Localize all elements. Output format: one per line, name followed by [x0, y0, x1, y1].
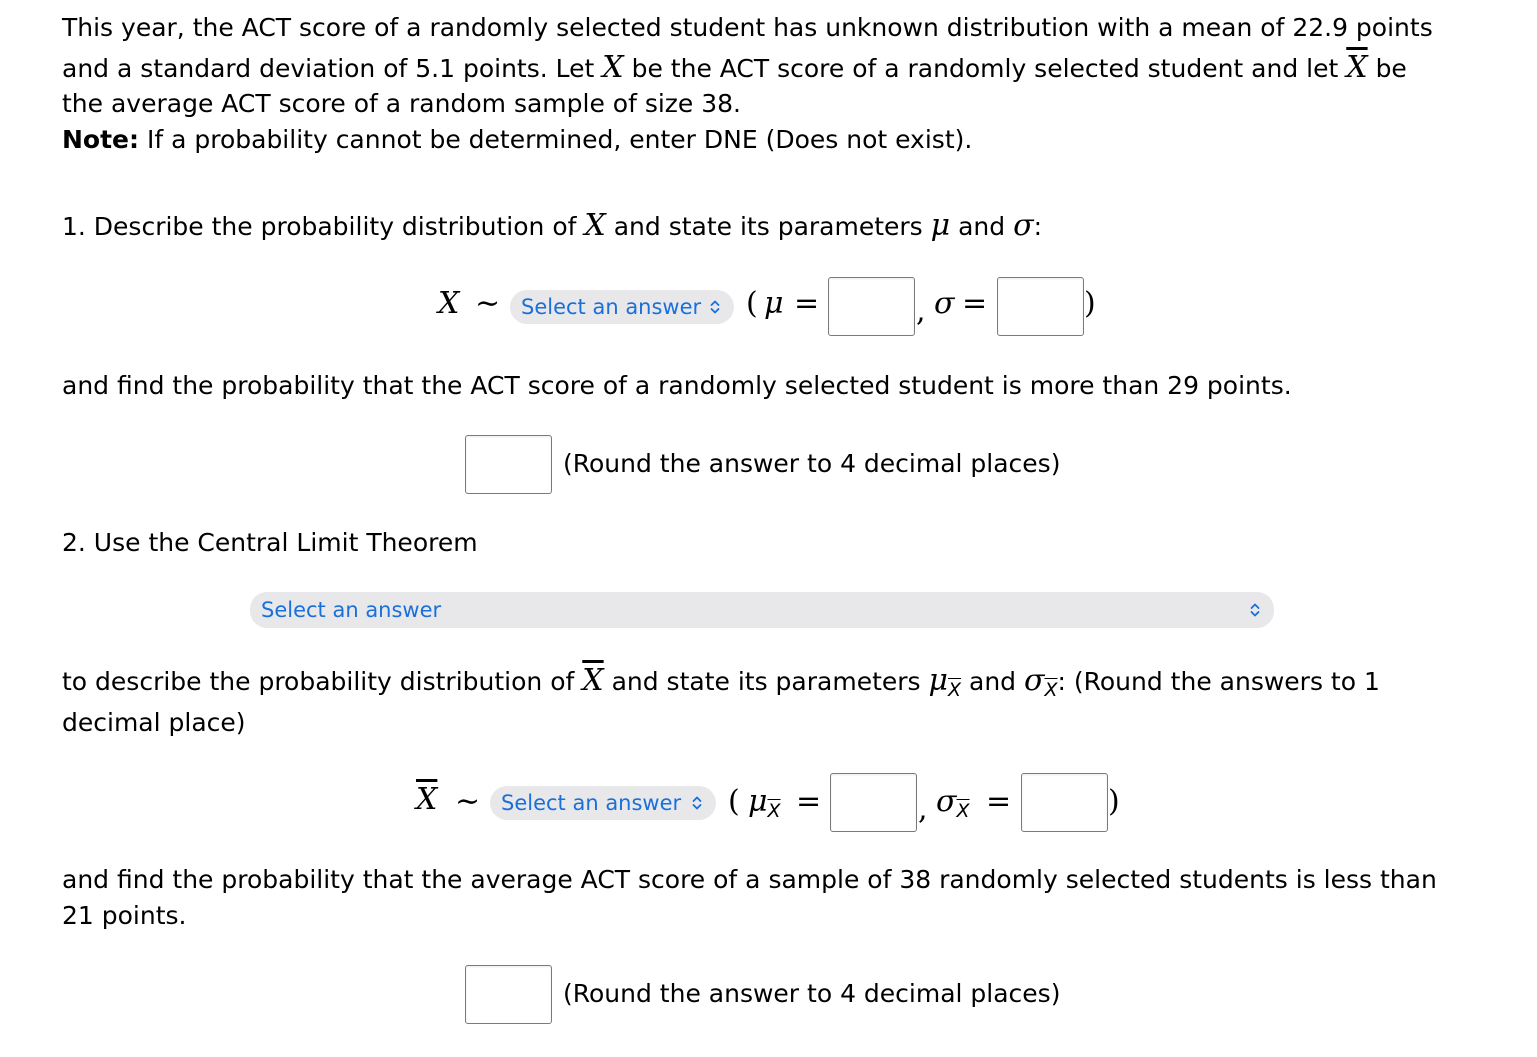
chevron-up-down-icon: [692, 795, 702, 811]
q1-open-paren: (: [746, 286, 758, 321]
q1-probability-prompt: and find the probability that the ACT score of a randomly selected student is more than 29 points.: [62, 371, 1292, 400]
q1-distribution-select[interactable]: Select an answer: [510, 290, 734, 324]
q1-tilde: ∼: [475, 286, 501, 321]
q2-mu-input[interactable]: [830, 773, 917, 832]
q1-equals-1: =: [794, 286, 820, 321]
q2-theorem-select[interactable]: Select an answer: [250, 592, 1274, 628]
q1-probability-input[interactable]: [465, 435, 552, 494]
q1-close-paren: ): [1084, 286, 1096, 321]
q1-mu-input[interactable]: [828, 277, 915, 336]
var-xbar: $\overline{X}$: [1346, 50, 1368, 85]
q1-round-note: (Round the answer to 4 decimal places): [563, 449, 1061, 478]
q2-comma: ,: [918, 792, 928, 827]
q2-probability-prompt-line-1: and find the probability that the average ACT score of a sample of 38 randomly selected students is less than: [62, 865, 1437, 894]
note-text: If a probability cannot be determined, enter DNE (Does not exist).: [146, 125, 973, 154]
q2-round-note: (Round the answer to 4 decimal places): [563, 979, 1061, 1008]
q2-description-line-1: to describe the probability distribution of $\overline{X}$ and state its parameters $\mu_{\overline{X}}$ and $\sigma_{\overline{X}}$: (Round the answers to 1: [62, 663, 1380, 701]
q2-probability-prompt-line-2: 21 points.: [62, 901, 187, 930]
q2-dist-var: $\overline{X}$: [416, 782, 438, 817]
q2-open-paren: (: [728, 784, 740, 819]
note-label: Note:: [62, 125, 140, 154]
chevron-up-down-icon: [710, 299, 720, 315]
q1-dist-var: X: [438, 286, 460, 321]
q2-prompt: 2. Use the Central Limit Theorem: [62, 528, 478, 557]
q2-equals-1: =: [796, 784, 822, 819]
intro-line-1: This year, the ACT score of a randomly selected student has unknown distribution with a mean of 22.9 points: [62, 13, 1433, 42]
q2-mu-xbar-symbol: $\mu_{\overline{X}}$: [748, 784, 781, 822]
q1-sigma-symbol: σ: [934, 286, 955, 321]
q2-sigma-xbar-symbol: $\sigma_{\overline{X}}$: [936, 784, 970, 822]
q2-description-line-2: decimal place): [62, 708, 246, 737]
q2-sigma-input[interactable]: [1021, 773, 1108, 832]
q2-distribution-select[interactable]: Select an answer: [490, 786, 716, 820]
var-x: X: [602, 50, 624, 85]
q2-tilde: ∼: [455, 784, 481, 819]
chevron-up-down-icon: [1250, 602, 1260, 618]
note: [62, 122, 972, 158]
q2-probability-input[interactable]: [465, 965, 552, 1024]
q1-sigma-input[interactable]: [997, 277, 1084, 336]
q1-mu-symbol: μ: [764, 286, 784, 321]
intro-line-3: the average ACT score of a random sample of size 38.: [62, 89, 742, 118]
q2-equals-2: =: [986, 784, 1012, 819]
q2-close-paren: ): [1108, 784, 1120, 819]
intro-line-2: and a standard deviation of 5.1 points. Let X be the ACT score of a randomly selected student and let $\overline{X}$ be: [62, 50, 1407, 85]
q1-prompt: 1. Describe the probability distribution of X and state its parameters μ and σ:: [62, 208, 1043, 243]
q1-equals-2: =: [962, 286, 988, 321]
q1-comma: ,: [916, 294, 926, 329]
